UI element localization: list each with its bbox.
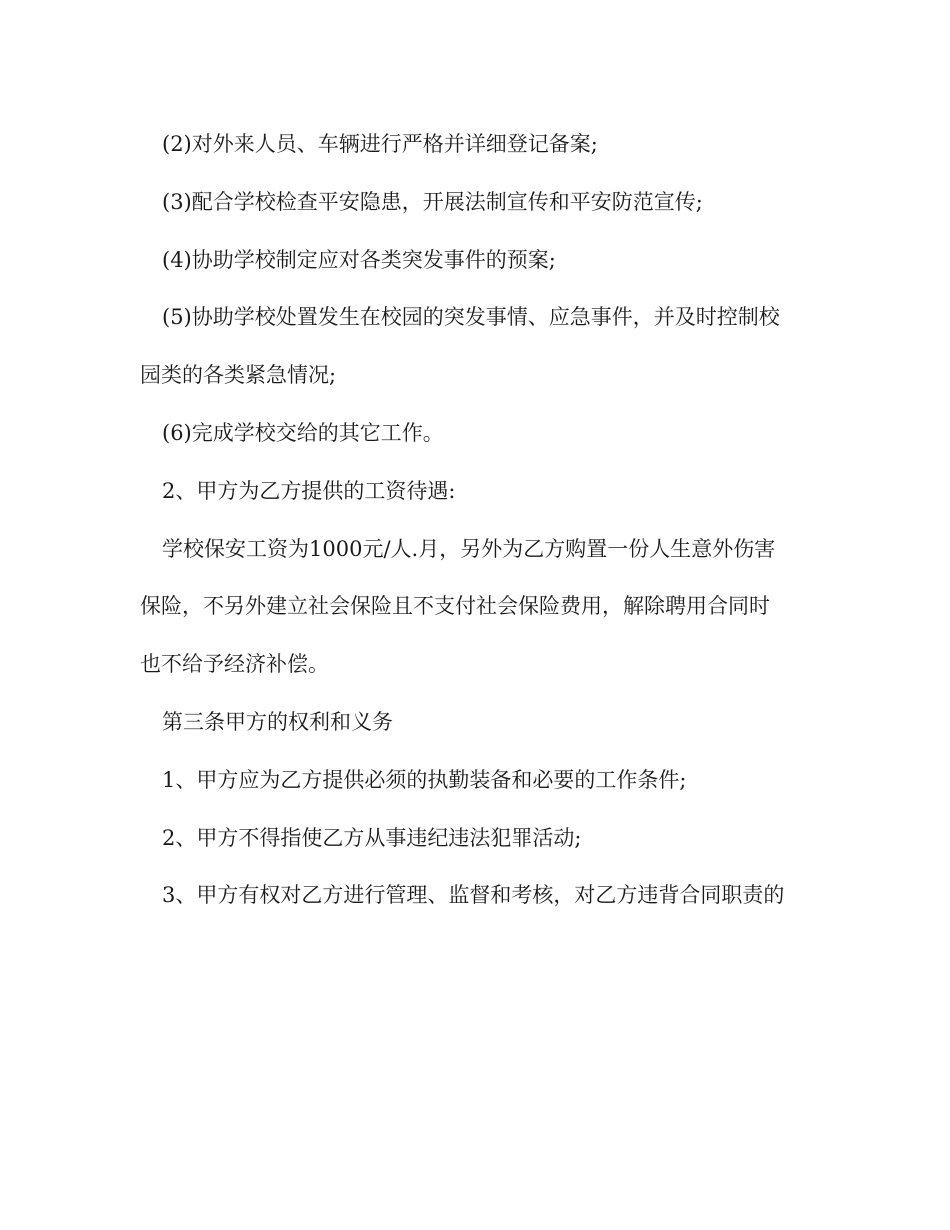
paragraph-line-8: 学校保安工资为1000元/人.月，另外为乙方购置一份人生意外伤害 [162, 536, 776, 561]
paragraph-line-6: (6)完成学校交给的其它工作。 [162, 420, 444, 445]
paragraph-line-14: 3、甲方有权对乙方进行管理、监督和考核，对乙方违背合同职责的 [162, 883, 785, 908]
paragraph-line-1: (2)对外来人员、车辆进行严格并详细登记备案; [162, 132, 598, 156]
paragraph-line-9: 保险，不另外建立社会保险且不支付社会保险费用，解除聘用合同时 [140, 594, 770, 619]
paragraph-line-7: 2、甲方为乙方提供的工资待遇: [162, 478, 456, 503]
paragraph-line-5: 园类的各类紧急情况; [140, 363, 337, 388]
paragraph-line-10: 也不给予经济补偿。 [140, 652, 329, 677]
section-heading: 第三条甲方的权利和义务 [162, 709, 393, 734]
document-body [140, 124, 810, 933]
paragraph-line-13: 2、甲方不得指使乙方从事违纪违法犯罪活动; [162, 825, 582, 850]
paragraph-line-2: (3)配合学校检查平安隐患，开展法制宣传和平安防范宣传; [162, 189, 703, 214]
paragraph-line-4: (5)协助学校处置发生在校园的突发事情、应急事件，并及时控制校 [162, 305, 780, 330]
paragraph-line-12: 1、甲方应为乙方提供必须的执勤装备和必要的工作条件; [162, 767, 687, 792]
paragraph-line-3: (4)协助学校制定应对各类突发事件的预案; [162, 247, 556, 272]
